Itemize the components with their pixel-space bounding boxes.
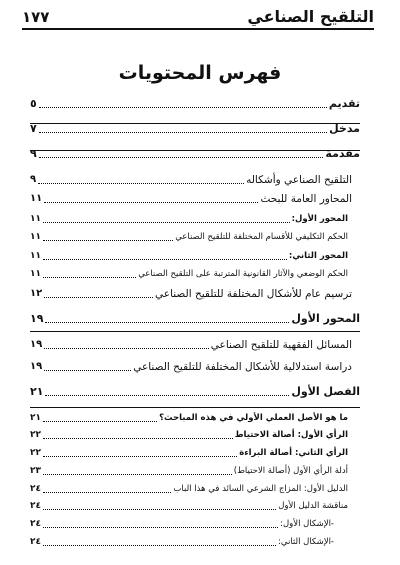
toc-entry-page: ٩ [30,174,37,185]
dot-leader [43,438,233,439]
toc-entry[interactable] [30,286,352,302]
toc-entry-page: ٢٤ [30,501,41,511]
toc-entry[interactable] [30,121,360,137]
toc-title: فهرس المحتويات [118,62,282,84]
toc-entry-page: ١٩ [30,312,44,325]
toc-entry[interactable] [30,248,348,264]
dot-leader [44,297,153,298]
dot-leader [43,456,237,457]
toc-entry-page: ١١ [30,214,41,224]
dot-leader [44,202,258,203]
toc-entry[interactable] [30,211,348,227]
toc-entry-text: مقدمة [325,147,360,160]
dot-leader [43,527,278,528]
toc-entry[interactable] [30,229,348,245]
toc-entry-page: ١١ [30,232,41,242]
dot-leader [43,474,232,475]
toc-entry-page: ١١ [30,193,43,204]
dot-leader [43,222,290,223]
toc-entry-text: التلقيح الصناعي وأشكاله [246,174,352,186]
toc-entry-text: المحاور العامة للبحث [260,193,352,205]
toc-entry[interactable] [30,146,360,162]
toc-entry[interactable] [30,427,348,443]
toc-entry-text: مناقشة الدليل الأول [278,501,348,511]
toc-entry-page: ٥ [30,97,37,110]
toc-entry-page: ٢٤ [30,519,41,529]
toc-entry-page: ٩ [30,147,37,160]
toc-entry-text: الدليل الأول: المزاج الشرعي السائد في هذا الباب [173,484,348,494]
toc-entry[interactable] [30,359,352,375]
toc-entry-page: ١١ [30,269,41,279]
section-divider [30,331,360,332]
running-header [22,6,374,28]
dot-leader [43,509,276,510]
toc-entry-page: ١١ [30,251,41,261]
toc-entry-text: -الإشكال الأول: [280,519,334,529]
toc-entry[interactable] [30,337,352,353]
toc-entry[interactable] [30,311,360,327]
dot-leader [44,348,209,349]
toc-entry-text: الحكم التكليفي للأقسام المختلفة للتلقيح الصناعي [175,232,348,242]
toc-entry-page: ٢٤ [30,537,41,547]
toc-entry[interactable] [30,481,348,497]
toc-entry[interactable] [30,172,352,188]
toc-entry[interactable] [30,384,360,400]
toc-entry-text: المسائل الفقهية للتلقيح الصناعي [210,339,352,351]
toc-entry-page: ٢١ [30,413,41,423]
toc-entry-page: ٢٣ [30,466,41,476]
toc-entry-page: ٢١ [30,385,44,398]
dot-leader [45,395,289,396]
toc-entry[interactable] [30,463,348,479]
toc-entry-page: ٧ [30,122,37,135]
toc-entry-text: المحور الثاني: [288,251,348,261]
toc-entry-page: ١٩ [30,339,43,350]
toc-entry-text: مدخل [329,122,360,135]
dot-leader [43,421,157,422]
toc-entry-text: الفصل الأول [291,385,360,398]
toc-entry-text: تقديم [328,97,360,110]
toc-entry[interactable] [30,266,348,282]
toc-entry-text: أدلة الرأي الأول (أصالة الاحتياط) [233,466,348,476]
toc-entry-page: ١٢ [30,288,43,299]
dot-leader [39,107,327,108]
section-divider [30,407,360,408]
toc-entry-page: ٢٢ [30,430,41,440]
dot-leader [38,183,244,184]
toc-entry[interactable] [30,516,334,532]
toc-entry-text: -الإشكال الثاني: [278,537,334,547]
dot-leader [43,492,171,493]
toc-entry-text: المحور الأول: [291,214,348,224]
dot-leader [43,277,136,278]
dot-leader [39,157,324,158]
dot-leader [45,322,289,323]
toc-entry[interactable] [30,191,352,207]
dot-leader [43,240,173,241]
toc-entry-text: الرأي الثاني: أصالة البراءة [239,448,348,458]
dot-leader [39,132,327,133]
page-number: ١٧٧ [22,8,50,26]
toc-entry[interactable] [30,96,360,112]
dot-leader [43,259,287,260]
toc-entry-page: ٢٤ [30,484,41,494]
toc-entry[interactable] [30,534,334,550]
toc-entry-text: دراسة استدلالية للأشكال المختلفة للتلقيح الصناعي [133,361,352,373]
toc-entry-page: ١٩ [30,361,43,372]
toc-entry-text: الحكم الوضعي والآثار القانونية المترتبة على التلقيح الصناعي [138,269,348,279]
header-rule [22,28,374,30]
toc-entry[interactable] [30,410,348,426]
toc-entry[interactable] [30,498,348,514]
running-title: التلقيح الصناعي [247,7,374,26]
dot-leader [43,545,276,546]
toc-entry-text: ما هو الأصل العملي الأولي في هذه المباحث؟ [159,413,348,423]
toc-entry-text: ترسيم عام للأشكال المختلفة للتلقيح الصناعي [155,288,352,300]
toc-entry[interactable] [30,445,348,461]
toc-entry-page: ٢٢ [30,448,41,458]
toc-entry-text: المحور الأول [291,312,360,325]
dot-leader [44,370,131,371]
toc-entry-text: الرأي الأول: أصالة الاحتياط [234,430,348,440]
